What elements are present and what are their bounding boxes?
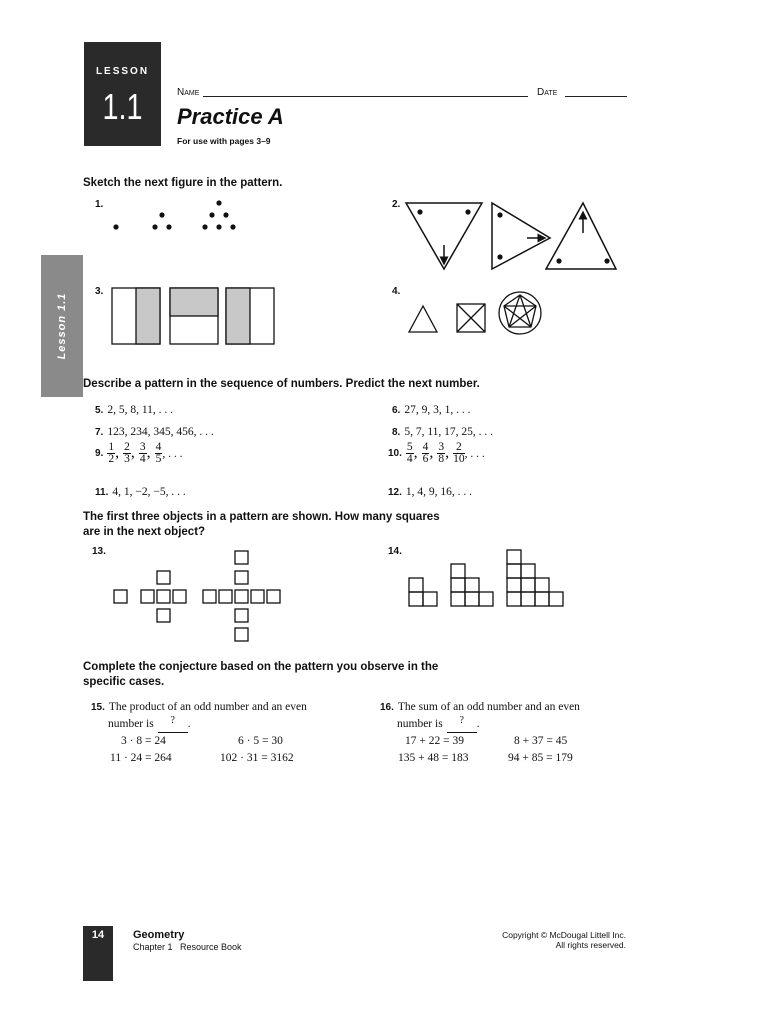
name-label: Name bbox=[177, 87, 200, 98]
q2-triangle-pattern bbox=[400, 195, 625, 275]
q15-answer-blank[interactable]: ? bbox=[158, 715, 188, 733]
pentagon bbox=[504, 295, 536, 327]
page-number: 14 bbox=[91, 929, 105, 941]
dot bbox=[152, 224, 157, 229]
q5: 5. 2, 5, 8, 11, . . . bbox=[95, 404, 174, 416]
q4-number: 4. bbox=[392, 286, 401, 297]
q14-number: 14. bbox=[388, 546, 402, 557]
q12: 12. 1, 4, 9, 16, . . . bbox=[388, 486, 473, 498]
q3-number: 3. bbox=[95, 286, 104, 297]
q15-eq-3: 11 · 24 = 264 bbox=[110, 752, 172, 764]
side-tab-label: Lesson 1.1 bbox=[56, 292, 68, 360]
q1-number: 1. bbox=[95, 199, 104, 210]
q15-eq-2: 6 · 5 = 30 bbox=[238, 735, 283, 747]
q8: 8. 5, 7, 11, 17, 25, . . . bbox=[392, 426, 494, 438]
page-title: Practice A bbox=[177, 104, 284, 129]
section3-heading-2: are in the next object? bbox=[83, 526, 206, 538]
section4-heading-2: specific cases. bbox=[83, 676, 165, 688]
dot bbox=[166, 224, 171, 229]
page-number-box bbox=[83, 926, 113, 981]
q10: 10. $\frac{5}{4}$ , $\frac{4}{6}$ , $\frac{3}{8}$ , $\frac{2}{10}$ , . . . bbox=[388, 441, 485, 465]
q15-eq-1: 3 · 8 = 24 bbox=[121, 735, 166, 747]
lesson-badge bbox=[84, 42, 161, 146]
footer-book-title: Geometry bbox=[133, 929, 185, 941]
q16-eq-2: 8 + 37 = 45 bbox=[514, 735, 568, 747]
date-label: Date bbox=[537, 87, 558, 98]
q16-eq-1: 17 + 22 = 39 bbox=[405, 735, 464, 747]
section3-heading-1: The first three objects in a pattern are shown. How many squares bbox=[83, 511, 440, 523]
q9: 9. $\frac{1}{2}$ , $\frac{2}{3}$ , $\frac{3}{4}$ , $\frac{4}{5}$ , . . . bbox=[95, 441, 183, 465]
dot bbox=[209, 212, 214, 217]
triangle bbox=[409, 306, 437, 332]
dot bbox=[216, 200, 221, 205]
dot bbox=[113, 224, 118, 229]
dot bbox=[223, 212, 228, 217]
q2-number: 2. bbox=[392, 199, 401, 210]
q16-eq-4: 94 + 85 = 179 bbox=[508, 752, 573, 764]
q14-staircase-pattern bbox=[405, 545, 565, 609]
q4-shape-pattern bbox=[403, 286, 563, 344]
q13-number: 13. bbox=[92, 546, 106, 557]
dot bbox=[230, 224, 235, 229]
q13-square-pattern bbox=[108, 545, 288, 645]
q16-answer-blank[interactable]: ? bbox=[447, 715, 477, 733]
q7: 7. 123, 234, 345, 456, . . . bbox=[95, 426, 214, 438]
lesson-word: LESSON bbox=[95, 66, 150, 77]
q16: 16. The sum of an odd number and an even number is ? . bbox=[380, 698, 580, 733]
q1-dot-pattern bbox=[105, 195, 245, 240]
section1-heading: Sketch the next figure in the pattern. bbox=[83, 177, 283, 189]
section2-heading: Describe a pattern in the sequence of numbers. Predict the next number. bbox=[83, 378, 480, 390]
dot bbox=[202, 224, 207, 229]
dot bbox=[216, 224, 221, 229]
footer-book-subtitle: Chapter 1 Resource Book bbox=[133, 942, 242, 952]
date-field[interactable] bbox=[565, 96, 627, 97]
lesson-number: 1.1 bbox=[102, 86, 143, 127]
q11: 11. 4, 1, −2, −5, . . . bbox=[95, 486, 186, 498]
side-tab bbox=[41, 255, 83, 397]
q15-eq-4: 102 · 31 = 3162 bbox=[220, 752, 294, 764]
section4-heading-1: Complete the conjecture based on the pattern you observe in the bbox=[83, 661, 439, 673]
q15: 15. The product of an odd number and an even number is ? . bbox=[91, 698, 307, 733]
dot bbox=[159, 212, 164, 217]
q6: 6. 27, 9, 3, 1, . . . bbox=[392, 404, 471, 416]
page-subtitle: For use with pages 3–9 bbox=[177, 136, 271, 146]
q3-rectangle-pattern bbox=[108, 284, 278, 348]
name-field[interactable] bbox=[203, 96, 528, 97]
footer-copyright: Copyright © McDougal Littell Inc. All rights reserved. bbox=[502, 930, 626, 950]
q16-eq-3: 135 + 48 = 183 bbox=[398, 752, 469, 764]
